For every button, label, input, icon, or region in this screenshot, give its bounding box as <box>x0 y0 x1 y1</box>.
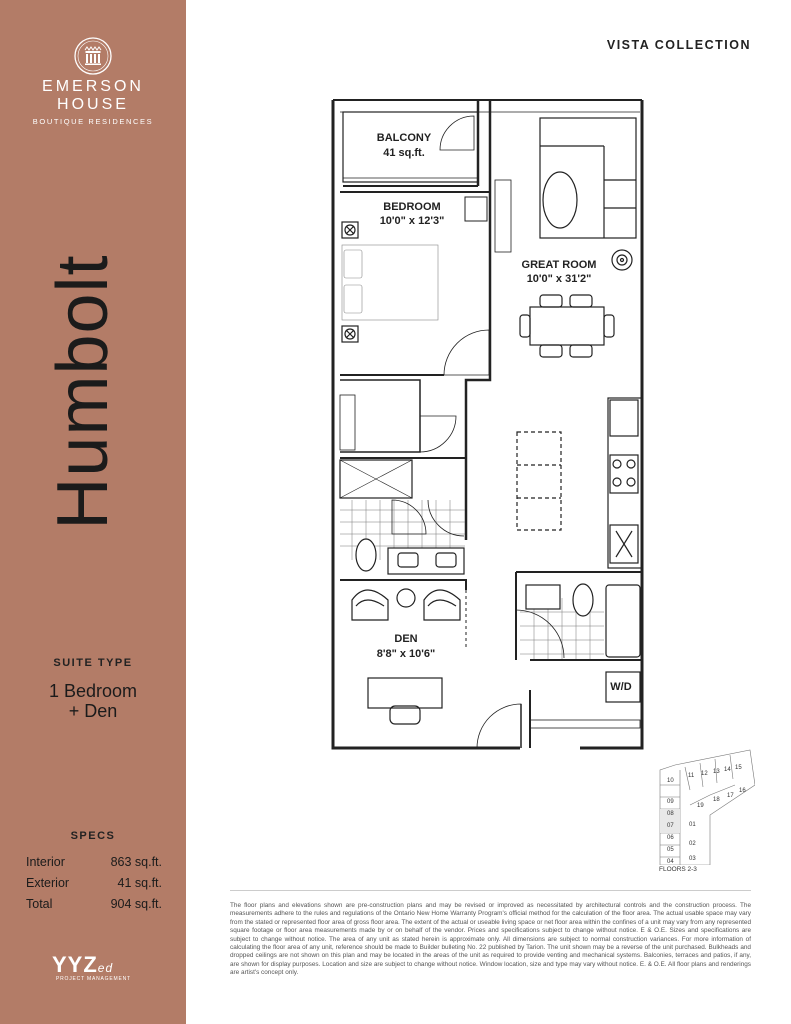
keyplan-unit: 18 <box>713 797 720 803</box>
den-size: 8'8" x 10'6" <box>376 648 436 660</box>
bedroom-door-swing <box>444 330 489 375</box>
armchair-icon <box>424 590 460 620</box>
keyplan-unit: 01 <box>689 822 696 828</box>
keyplan-unit: 04 <box>667 859 674 865</box>
vanity <box>388 548 464 574</box>
keyplan-unit: 14 <box>724 767 731 773</box>
keyplan-unit: 07 <box>667 823 674 829</box>
keyplan-unit: 11 <box>688 773 695 779</box>
brand-name-line1: EMERSON <box>42 78 144 95</box>
toilet <box>356 539 376 571</box>
keyplan-unit: 10 <box>667 778 674 784</box>
toilet <box>573 584 593 616</box>
desk <box>368 678 442 708</box>
brand-tagline: BOUTIQUE RESIDENCES <box>32 117 154 126</box>
spec-value: 863 sq.ft. <box>110 855 162 869</box>
keyplan-unit: 13 <box>713 769 720 775</box>
bedroom-name: BEDROOM <box>383 201 441 213</box>
den-name: DEN <box>394 633 418 645</box>
suite-type-line2: + Den <box>68 701 118 721</box>
floor-lamp-icon <box>612 250 632 270</box>
developer-logo-suffix: ed <box>97 961 114 975</box>
entry-door-swing <box>477 704 521 748</box>
bathtub <box>606 585 640 657</box>
keyplan-unit: 03 <box>689 856 696 862</box>
bed <box>342 245 438 320</box>
floor-plan <box>320 90 660 760</box>
armchair-icon <box>352 590 388 620</box>
great-room-size: 10'0" x 31'2" <box>526 273 592 285</box>
dining-table <box>530 307 604 345</box>
keyplan-unit: 09 <box>667 799 674 805</box>
keyplan-unit: 17 <box>727 793 734 799</box>
developer-subtitle: PROJECT MANAGEMENT <box>56 976 131 982</box>
divider <box>230 890 751 891</box>
keyplan-unit: 05 <box>667 847 674 853</box>
kitchen-island <box>517 432 561 530</box>
bedroom-size: 10'0" x 12'3" <box>379 215 445 227</box>
keyplan-unit: 06 <box>667 835 674 841</box>
brand-name-line2: HOUSE <box>57 96 129 113</box>
suite-type-label: SUITE TYPE <box>53 657 133 669</box>
keyplan-unit: 08 <box>667 811 674 817</box>
great-room-name: GREAT ROOM <box>521 259 597 271</box>
disclaimer: The floor plans and elevations shown are pre-construction plans and may be revised or improved as necessitated by architectural controls and the construction process. The measurements adhere to the rules and regulations of the Ontario New Home Warranty Program's official method for the calculation of the floor area. The actual usable space may vary from the stated or represented floor area of gross floor area. The extent of the actual or useable living space or net floor area within the confines of a unit may vary from any represented square footage or floor area measurements made by or on behalf of the vendor. Prices and specifications subject to change without notice. E & O.E. Sizes and specifications are subject to change without notice. The area of any unit as stated herein is approximate only. All dimensions are subject to normal construction variances. For more information of calculating the floor area of any unit, reference should be made to Builder bulleting No. 22 published by Tarion. The unit shown may be a reverse of the unit purchased. Bulkheads and dropped ceilings are not shown on this plan and may be located in the areas of the unit as required to provide venting and mechanical systems. Balconies, terraces and patios, if any, are shown for display purposes. Location and size are subject to change without notice. Window location, size and type may vary without notice. E. & O.E. All floor plans and renderings are artist's concept only. <box>230 902 752 977</box>
spec-key: Exterior <box>26 876 70 890</box>
keyplan-unit: 15 <box>735 765 742 771</box>
collection-title: VISTA COLLECTION <box>606 38 751 52</box>
balcony-door-swing <box>440 116 474 150</box>
suite-type-line1: 1 Bedroom <box>48 681 138 701</box>
spec-key: Interior <box>26 855 65 869</box>
specs-label: SPECS <box>70 830 116 842</box>
keyplan-unit: 19 <box>697 803 704 809</box>
emerson-house-emblem-icon <box>73 36 113 76</box>
keyplan-unit: 02 <box>689 841 696 847</box>
suite-name-wrapper <box>43 235 123 550</box>
coffee-table <box>543 172 577 228</box>
sidebar <box>0 0 186 1024</box>
keyplan-unit: 16 <box>739 788 746 794</box>
floors-label: FLOORS 2-3 <box>659 866 697 873</box>
keyplan-unit: 12 <box>701 771 708 777</box>
side-table <box>397 589 415 607</box>
sofa <box>540 118 636 238</box>
laundry-label: W/D <box>610 681 632 693</box>
closet-panel <box>495 180 511 252</box>
sink <box>526 585 560 609</box>
nightstand-lamp-icon <box>342 222 358 238</box>
suite-name: Humbolt <box>43 254 123 530</box>
developer-logo <box>52 952 113 978</box>
developer-logo-main: YYZ <box>52 952 98 977</box>
desk-chair <box>390 706 420 724</box>
spec-value: 904 sq.ft. <box>110 897 162 911</box>
nightstand-lamp-icon <box>342 326 358 342</box>
spec-value: 41 sq.ft. <box>117 876 162 890</box>
suite-type-value <box>0 681 186 721</box>
spec-key: Total <box>26 897 53 911</box>
key-plan <box>655 745 755 865</box>
balcony-size: 41 sq.ft. <box>383 147 425 159</box>
balcony-name: BALCONY <box>376 132 432 144</box>
